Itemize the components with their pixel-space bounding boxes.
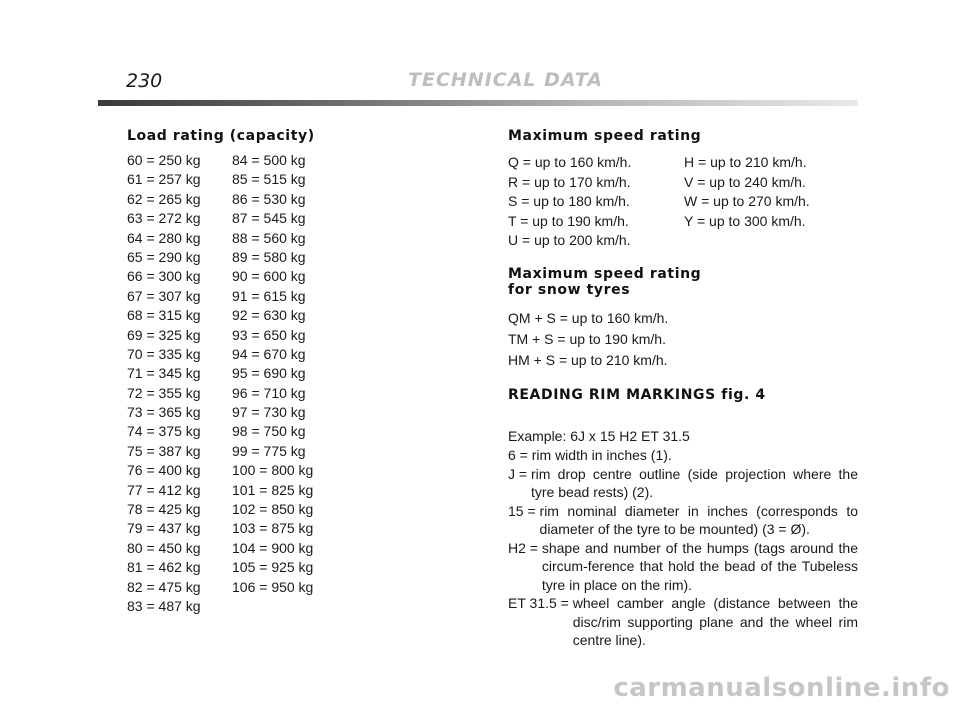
load-rating-item: 69 = 325 kg	[127, 326, 201, 343]
header-rule	[98, 100, 858, 106]
snow-rating-heading-line-2: for snow tyres	[508, 282, 631, 298]
load-rating-item: 97 = 730 kg	[232, 404, 306, 421]
speed-rating-item: V = up to 240 km/h.	[684, 173, 806, 190]
load-rating-heading: Load rating (capacity)	[127, 128, 315, 144]
load-rating-item: 81 = 462 kg	[127, 559, 201, 576]
rim-definition-text: rim width in inches (1).	[531, 447, 672, 463]
rim-definition-text: rim drop centre outline (side projection where the tyre bead rests) (2).	[530, 465, 858, 500]
load-rating-item: 75 = 387 kg	[127, 442, 201, 459]
rim-markings-definitions	[508, 446, 858, 650]
load-rating-item: 77 = 412 kg	[127, 481, 201, 498]
load-rating-item: 95 = 690 kg	[232, 365, 306, 382]
page-number: 230	[126, 70, 163, 92]
snow-rating-heading-line-1: Maximum speed rating	[508, 266, 702, 282]
load-rating-item: 64 = 280 kg	[127, 229, 201, 246]
load-rating-item: 90 = 600 kg	[232, 268, 306, 285]
snow-rating-item: QM + S = up to 160 km/h.	[508, 310, 669, 326]
load-rating-item: 102 = 850 kg	[232, 501, 314, 518]
load-rating-item: 82 = 475 kg	[127, 578, 201, 595]
rim-definition-text: rim nominal diameter in inches (corresponds to diameter of the tyre to be mounted) (3 = Ø).	[539, 502, 858, 537]
rim-definition-code: H2 =	[508, 539, 542, 556]
load-rating-item: 88 = 560 kg	[232, 229, 306, 246]
load-rating-item: 101 = 825 kg	[232, 481, 314, 498]
speed-rating-item: Y = up to 300 km/h.	[684, 212, 806, 229]
page-header	[0, 0, 960, 110]
rim-definition	[508, 446, 858, 465]
load-rating-item: 87 = 545 kg	[232, 210, 306, 227]
rim-definition	[508, 594, 858, 650]
load-rating-item: 66 = 300 kg	[127, 268, 201, 285]
speed-rating-item: Q = up to 160 km/h.	[508, 154, 632, 170]
load-rating-item: 62 = 265 kg	[127, 190, 201, 207]
snow-rating-item: HM + S = up to 210 km/h.	[508, 352, 668, 368]
load-rating-item: 98 = 750 kg	[232, 423, 306, 440]
load-rating-item: 60 = 250 kg	[127, 152, 201, 168]
load-rating-item: 61 = 257 kg	[127, 171, 201, 188]
speed-rating-item: U = up to 200 km/h.	[508, 232, 631, 248]
speed-rating-heading: Maximum speed rating	[508, 128, 702, 144]
load-rating-item: 100 = 800 kg	[232, 462, 314, 479]
load-rating-item: 96 = 710 kg	[232, 384, 306, 401]
load-rating-item: 79 = 437 kg	[127, 520, 201, 537]
load-rating-item: 86 = 530 kg	[232, 190, 306, 207]
speed-rating-item: T = up to 190 km/h.	[508, 212, 629, 229]
rim-markings-heading: READING RIM MARKINGS fig. 4	[508, 387, 766, 403]
load-rating-item: 85 = 515 kg	[232, 171, 306, 188]
speed-rating-item: S = up to 180 km/h.	[508, 193, 630, 209]
rim-definition-code: ET 31.5 =	[508, 595, 573, 611]
load-rating-item: 105 = 925 kg	[232, 559, 314, 576]
rim-definition	[508, 465, 858, 502]
rim-definition	[508, 539, 858, 595]
rim-markings-example: Example: 6J x 15 H2 ET 31.5	[508, 428, 690, 444]
load-rating-item: 106 = 950 kg	[232, 578, 314, 595]
load-rating-item: 67 = 307 kg	[127, 287, 201, 304]
load-rating-item: 89 = 580 kg	[232, 248, 306, 265]
rim-definition-text: wheel camber angle (distance between the disc/rim supporting plane and the wheel rim centre line).	[572, 595, 858, 648]
watermark: carmanualsonline.info	[613, 673, 950, 703]
load-rating-item: 78 = 425 kg	[127, 501, 201, 518]
load-rating-item: 92 = 630 kg	[232, 307, 306, 324]
load-rating-item: 65 = 290 kg	[127, 248, 201, 265]
snow-rating-list	[508, 308, 668, 371]
speed-rating-item: R = up to 170 km/h.	[508, 173, 631, 190]
load-rating-item: 104 = 900 kg	[232, 539, 314, 556]
load-rating-column-2	[232, 151, 313, 597]
load-rating-item: 94 = 670 kg	[232, 345, 306, 362]
load-rating-item: 80 = 450 kg	[127, 539, 201, 556]
load-rating-item: 63 = 272 kg	[127, 210, 201, 227]
load-rating-item: 93 = 650 kg	[232, 326, 306, 343]
load-rating-item: 74 = 375 kg	[127, 423, 201, 440]
load-rating-item: 68 = 315 kg	[127, 307, 201, 324]
load-rating-item: 83 = 487 kg	[127, 597, 201, 614]
rim-definition	[508, 502, 858, 539]
rim-definition-code: 15 =	[508, 502, 540, 519]
rim-definition-code: J =	[508, 465, 531, 482]
load-rating-item: 70 = 335 kg	[127, 345, 201, 362]
section-title: TECHNICAL DATA	[408, 69, 603, 91]
load-rating-column-1	[127, 151, 201, 616]
load-rating-item: 73 = 365 kg	[127, 404, 201, 421]
speed-rating-item: W = up to 270 km/h.	[684, 193, 810, 209]
snow-rating-heading	[508, 266, 701, 298]
speed-rating-column-2	[684, 153, 810, 231]
load-rating-item: 76 = 400 kg	[127, 462, 201, 479]
speed-rating-item: H = up to 210 km/h.	[684, 154, 807, 170]
rim-definition-code: 6 =	[508, 447, 532, 463]
load-rating-item: 91 = 615 kg	[232, 287, 306, 304]
load-rating-item: 103 = 875 kg	[232, 520, 314, 537]
speed-rating-column-1	[508, 153, 631, 251]
load-rating-item: 99 = 775 kg	[232, 442, 306, 459]
rim-definition-text: shape and number of the humps (tags around the circum-ference that hold the bead of the Tubeless tyre in place on the rim).	[541, 539, 858, 593]
load-rating-item: 71 = 345 kg	[127, 365, 201, 382]
snow-rating-item: TM + S = up to 190 km/h.	[508, 331, 666, 347]
load-rating-item: 72 = 355 kg	[127, 384, 201, 401]
load-rating-item: 84 = 500 kg	[232, 152, 306, 168]
